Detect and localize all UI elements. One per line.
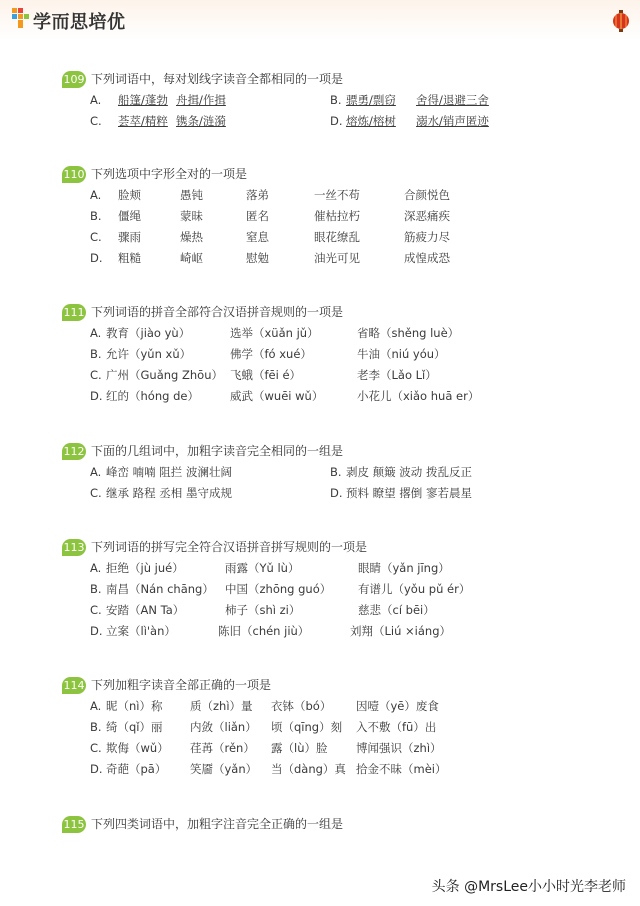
option-item: 舟揖/作揖 <box>176 93 226 107</box>
question-stem: 下面的几组词中，加粗字读音完全相同的一组是 <box>91 444 344 458</box>
option-row-a <box>90 323 610 344</box>
option-item: 老李（Lǎo Lǐ） <box>357 368 437 382</box>
option-item: 荏苒（rěn） <box>190 741 255 755</box>
option-item: 熔炼/榕树 <box>346 114 396 128</box>
option-item: 粗糙 <box>118 251 141 265</box>
option-item: 南昌（Nán chāng） <box>106 582 214 596</box>
option-item: 雨露（Yǔ lù） <box>225 561 300 575</box>
option-label: A. <box>90 188 102 202</box>
option-item: 当（dàng）真 <box>271 762 346 776</box>
option-item: 拾金不昧（mèi） <box>356 762 447 776</box>
option-item: 脸颊 <box>118 188 141 202</box>
question-number-badge: 115 <box>63 818 85 831</box>
question-number-badge: 114 <box>63 679 85 692</box>
option-label: D. <box>90 624 103 638</box>
option-item: 奇葩（pā） <box>106 762 167 776</box>
option-item: 允许（yǔn xǔ） <box>106 347 192 361</box>
option-row-a <box>90 185 610 206</box>
option-item: 峰峦 喃喃 阻拦 波澜壮阔 <box>106 465 232 479</box>
option-row-b <box>90 344 610 365</box>
question-number-badge: 113 <box>63 541 85 554</box>
option-item: 僵绳 <box>118 209 141 223</box>
option-item: 眼花缭乱 <box>314 230 360 244</box>
option-item: 成惶成恐 <box>404 251 450 265</box>
option-item: 溺水/销声匿迹 <box>416 114 489 128</box>
option-label: A. <box>90 561 102 575</box>
option-label: B. <box>90 347 102 361</box>
option-label: D. <box>90 251 103 265</box>
option-item: 露（lù）脸 <box>271 741 328 755</box>
question-number-badge: 109 <box>63 73 85 86</box>
option-label: B. <box>330 465 342 479</box>
lantern-icon <box>612 10 630 32</box>
option-item: 博闻强识（zhì） <box>356 741 442 755</box>
option-item: 因噎（yē）废食 <box>356 699 439 713</box>
option-label: D. <box>330 114 343 128</box>
option-item: 安踏（AN Ta） <box>106 603 185 617</box>
question-stem: 下列四类词语中，加粗字注音完全正确的一组是 <box>91 817 344 831</box>
option-item: 燥热 <box>180 230 203 244</box>
option-row-d <box>90 386 610 407</box>
option-label: A. <box>90 465 102 479</box>
question-stem: 下列加粗字读音全部正确的一项是 <box>91 678 272 692</box>
option-row-a <box>90 558 610 579</box>
option-item: 蒙昧 <box>180 209 203 223</box>
question-number-badge: 112 <box>63 445 85 458</box>
option-item: 崎岖 <box>180 251 203 265</box>
option-item: 荟萃/精粹 <box>118 114 168 128</box>
option-item: 小花儿（xiǎo huā er） <box>357 389 480 403</box>
option-item: 牛油（niú yóu） <box>357 347 446 361</box>
option-item: 威武（wuēi wǔ） <box>230 389 324 403</box>
option-row-a <box>90 462 610 483</box>
option-item: 剥皮 颠簸 波动 拨乱反正 <box>346 465 472 479</box>
question-stem: 下列选项中字形全对的一项是 <box>91 167 248 181</box>
option-row-c <box>90 111 610 132</box>
option-row-c <box>90 600 610 621</box>
option-label: C. <box>90 368 102 382</box>
option-label: B. <box>330 93 342 107</box>
option-item: 广州（Guǎng Zhōu） <box>106 368 223 382</box>
option-item: 有谱儿（yǒu pǔ ér） <box>358 582 471 596</box>
option-label: C. <box>90 741 102 755</box>
option-label: B. <box>90 209 102 223</box>
brand-logo-icon <box>12 8 30 30</box>
option-item: 飞蛾（fēi é） <box>230 368 302 382</box>
option-row-c <box>90 365 610 386</box>
option-item: 入不敷（fū）出 <box>356 720 437 734</box>
option-item: 质（zhì）量 <box>190 699 253 713</box>
option-item: 中国（zhōng guó） <box>225 582 332 596</box>
brand-name: 学而思培优 <box>33 12 126 33</box>
option-item: 选举（xüǎn jǔ） <box>230 326 319 340</box>
option-item: 一丝不苟 <box>314 188 360 202</box>
option-item: 匿名 <box>246 209 269 223</box>
option-item: 立案（lì'àn） <box>106 624 176 638</box>
option-item: 骠勇/剽窃 <box>346 93 396 107</box>
option-label: A. <box>90 93 102 107</box>
option-item: 合颜悦色 <box>404 188 450 202</box>
option-item: 顷（qīng）刻 <box>271 720 343 734</box>
option-row-c <box>90 227 610 248</box>
option-item: 愚钝 <box>180 188 203 202</box>
option-item: 骤雨 <box>118 230 141 244</box>
option-row-d <box>90 759 610 780</box>
header-bar <box>0 0 640 40</box>
watermark: 头条 @MrsLee小小时光李老师 <box>431 879 626 895</box>
question-stem: 下列词语的拼音全部符合汉语拼音规则的一项是 <box>91 305 344 319</box>
option-item: 红的（hóng de） <box>106 389 199 403</box>
option-row-c <box>90 738 610 759</box>
option-label: C. <box>90 230 102 244</box>
option-item: 衣钵（bó） <box>271 699 332 713</box>
option-item: 欺侮（wǔ） <box>106 741 169 755</box>
option-label: B. <box>90 720 102 734</box>
option-item: 预料 瞭望 撂倒 寥若晨星 <box>346 486 472 500</box>
option-item: 继承 路程 丞相 墨守成规 <box>106 486 232 500</box>
option-row-c <box>90 483 610 504</box>
option-item: 笑靥（yǎn） <box>190 762 258 776</box>
option-label: A. <box>90 326 102 340</box>
option-item: 绮（qǐ）丽 <box>106 720 163 734</box>
option-item: 筋疲力尽 <box>404 230 450 244</box>
option-item: 催枯拉朽 <box>314 209 360 223</box>
option-item: 拒绝（jù jué） <box>106 561 184 575</box>
option-item: 深恶痛疾 <box>404 209 450 223</box>
option-item: 柿子（shì zi） <box>225 603 301 617</box>
question-stem: 下列词语中，每对划线字读音全都相同的一项是 <box>91 72 344 86</box>
option-item: 陈旧（chén jiù） <box>218 624 310 638</box>
option-item: 内敛（liǎn） <box>190 720 257 734</box>
question-number-badge: 110 <box>63 168 85 181</box>
option-item: 刘翔（Liú ×iáng） <box>350 624 452 638</box>
option-row-a <box>90 696 610 717</box>
option-label: D. <box>90 389 103 403</box>
question-number-badge: 111 <box>63 306 85 319</box>
option-item: 镌条/涟漪 <box>176 114 226 128</box>
option-row-a <box>90 90 610 111</box>
option-row-d <box>90 248 610 269</box>
question-stem: 下列词语的拼写完全符合汉语拼音拼写规则的一项是 <box>91 540 368 554</box>
option-item: 教育（jiào yù） <box>106 326 191 340</box>
option-row-b <box>90 206 610 227</box>
option-item: 省略（shěng luè） <box>357 326 460 340</box>
option-label: D. <box>90 762 103 776</box>
option-label: C. <box>90 603 102 617</box>
option-row-d <box>90 621 610 642</box>
option-item: 慈悲（cí bēi） <box>358 603 435 617</box>
option-item: 落弟 <box>246 188 269 202</box>
option-label: A. <box>90 699 102 713</box>
option-item: 油光可见 <box>314 251 360 265</box>
option-label: C. <box>90 486 102 500</box>
option-label: B. <box>90 582 102 596</box>
option-item: 慰勉 <box>246 251 269 265</box>
option-item: 昵（nì）称 <box>106 699 163 713</box>
option-item: 眼睛（yǎn jīng） <box>358 561 450 575</box>
option-item: 佛学（fó xué） <box>230 347 312 361</box>
option-item: 窒息 <box>246 230 269 244</box>
option-label: C. <box>90 114 102 128</box>
option-row-b <box>90 717 610 738</box>
option-label: D. <box>330 486 343 500</box>
option-item: 船篷/蓬勃 <box>118 93 168 107</box>
option-row-b <box>90 579 610 600</box>
option-item: 舍得/退避三舍 <box>416 93 489 107</box>
